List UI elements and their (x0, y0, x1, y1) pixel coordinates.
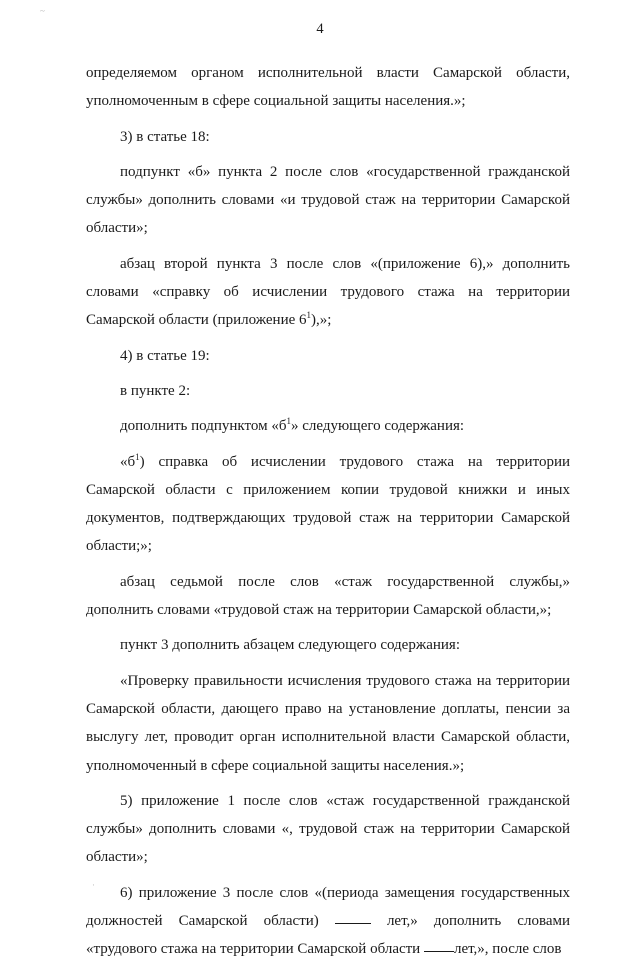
paragraph (86, 250, 570, 335)
scan-mark-bottom: · (92, 880, 95, 890)
paragraph-text: лет,» дополнить словами «трудового стажа на территории Самарской области (86, 913, 571, 958)
blank-line (335, 922, 371, 924)
page-number: 4 (316, 21, 324, 37)
paragraph-text: ) справка об исчислении трудового стажа на территории Самарской области с приложением копии трудовой книжки и иных документов, подтверждающих трудовой стаж на территории Самарской области;»; (86, 453, 570, 555)
paragraph-text: «б (120, 453, 136, 470)
paragraph: подпункт «б» пункта 2 после слов «государственной гражданской службы» дополнить словами «и трудовой стаж на территории Самарской области»; (86, 163, 570, 237)
superscript: 1 (286, 416, 291, 427)
superscript: 1 (135, 451, 140, 462)
paragraph: 4) в статье 19: (120, 347, 210, 364)
paragraph-text: лет,», после слов (453, 941, 562, 958)
blank-line (424, 950, 454, 952)
scan-mark-top: ~ (40, 6, 45, 16)
document-body (86, 59, 570, 964)
paragraph (86, 412, 570, 440)
paragraph: «Проверку правильности исчисления трудового стажа на территории Самарской области, дающего право на установление доплаты, пенсии за выслугу лет, проводит орган исполнительной власти Самарской области, уполномоченный в сфере социальной защиты населения.»; (86, 672, 570, 774)
paragraph-text: дополнить подпунктом «б (120, 418, 287, 435)
paragraph (86, 448, 570, 561)
paragraph: пункт 3 дополнить абзацем следующего содержания: (120, 637, 460, 654)
paragraph-text: абзац второй пункта 3 после слов «(приложение 6),» дополнить словами «справку об исчислении трудового стажа на территории Самарской области (приложение 6 (86, 255, 570, 329)
paragraph: определяемом органом исполнительной власти Самарской области, уполномоченным в сфере социальной защиты населения.»; (86, 65, 570, 110)
paragraph-text: » следующего содержания: (290, 418, 465, 435)
superscript: 1 (306, 310, 312, 321)
paragraph-text: 6) приложение 3 после слов «(периода замещения государственных должностей Самарской области) (86, 884, 570, 930)
paragraph: в пункте 2: (120, 382, 191, 399)
paragraph: 3) в статье 18: (120, 128, 210, 145)
paragraph: 5) приложение 1 после слов «стаж государственной гражданской службы» дополнить словами «, трудовой стаж на территории Самарской области»; (86, 792, 570, 866)
paragraph: абзац седьмой после слов «стаж государственной службы,» дополнить словами «трудовой стаж на территории Самарской области,»; (86, 573, 570, 619)
paragraph-text: ),»; (311, 312, 332, 329)
paragraph (86, 879, 570, 964)
